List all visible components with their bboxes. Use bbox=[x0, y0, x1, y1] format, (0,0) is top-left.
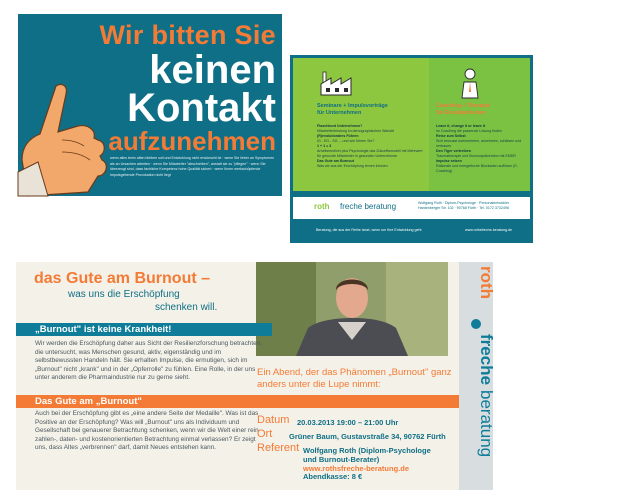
headline-line-1: Wir bitten Sie bbox=[99, 20, 276, 50]
ort-label: Ort bbox=[257, 428, 273, 440]
person-icon bbox=[459, 68, 481, 100]
referent-label: Referent bbox=[257, 442, 300, 454]
card-burnout-flyer bbox=[16, 262, 496, 490]
brand-swirl-icon bbox=[471, 319, 481, 329]
referent-value-1: Wolfgang Roth (Diplom-Psychologe bbox=[303, 446, 431, 455]
abendkasse-price: Abendkasse: 8 € bbox=[303, 472, 363, 481]
seminar-panel bbox=[293, 58, 429, 191]
coaching-heading: Coaching + Therapie für Einzelpersonen bbox=[436, 103, 491, 116]
vertical-brand-freche: freche bbox=[477, 334, 496, 386]
card2-footer-url: www.rothsfreche-beratung.de bbox=[465, 228, 512, 232]
ort-value: Grüner Baum, Gustavstraße 34, 90762 Fürth bbox=[289, 432, 446, 441]
vertical-brand bbox=[459, 262, 496, 490]
headline-line-2: keinen bbox=[149, 48, 276, 92]
card2-footer-text: Beratung, die aus der Reihe tanzt, wenn um Ihre Entwicklung geht bbox=[316, 228, 422, 232]
headline-line-3: Kontakt bbox=[127, 86, 276, 130]
datum-label: Datum bbox=[257, 414, 290, 426]
paragraph-resilienz: Wir werden die Erschöpfung daher aus Sicht der Resilienzforschung betrachten, die untersucht, was Menschen gesund, aktiv, eigenständig und im selbstbewussten Handeln hält. Sie erhalten Impulse, die ermutigen, sich im „Burnout" nicht „krank" und in der „Opferrolle" zu fühlen. Eine Rolle, in der uns unter anderem die Pharmaindustrie nur zu gerne sieht. bbox=[35, 340, 262, 382]
band-keine-krankheit: „Burnout" ist keine Krankheit! bbox=[16, 323, 272, 336]
vertical-brand-beratung: beratung bbox=[477, 390, 496, 458]
card2-contact: Wolfgang Roth · Diplom-Psychologe · Personalentwickler Hardenberger Str. 102 · 90768 Fürth · Tel. 0172 3732498 bbox=[418, 201, 510, 210]
evening-intro: Ein Abend, der das Phänomen „Burnout" ganz anders unter die Lupe nimmt: bbox=[257, 367, 452, 390]
card-services bbox=[290, 55, 533, 243]
website-link[interactable]: www.rothsfreche-beratung.de bbox=[303, 464, 409, 473]
coaching-list: Leave it, change it or leave it im Coaching die passende Lösung finden Reise zum Selbst Sich bewusst wahrnehmen, annehmen, schätzen und vertrauen Den Tiger vertreiben Traumatherapie und Burnoutprävention mit EMDR Impulse setzen Rationale und energetische Blockaden auflösen (E-Coaching) bbox=[436, 124, 522, 173]
brand-freche-beratung: freche beratung bbox=[340, 202, 397, 211]
referent-value-2: und Burnout-Berater) bbox=[303, 455, 380, 464]
paragraph-medaille: Auch bei der Erschöpfung gibt es „eine andere Seite der Medaille". Was ist das Positive an der Erschöpfung? Was will „Burnout" uns als Individuum und Gesellschaft bei genauerer Betrachtung schenken, wenn wir die Welt einer rein zahlen-, daten- und kostenorientierten Betrachtung einmal verlassen? Er zeigt uns, dass Altes „verbrennen" darf, damit Neues entstehen kann. bbox=[35, 410, 259, 452]
brand-roth: roth bbox=[314, 202, 330, 211]
card1-small-text: wenn alles beim alten bleiben soll und Entwicklung nicht erwünscht ist · wenn Sie lieber an Symptomen als an Ursachen arbeiten · wenn Sie Mitarbeiter "abschreiben", anstatt sie zu "pflegen" · wenn Sie überzeugt sind, dass fachliche Kompetenz hohe Qualität sichert · wenn Ihnen werkschöpfende Impulsgebende Provokation nicht liegt bbox=[110, 156, 275, 177]
datum-value: 20.03.2013 19:00 – 21:00 Uhr bbox=[297, 418, 399, 427]
vertical-brand-stripe bbox=[459, 262, 496, 490]
flyer-subtitle-2: schenken will. bbox=[155, 302, 218, 313]
flyer-title: das Gute am Burnout – bbox=[34, 270, 211, 287]
factory-icon bbox=[319, 68, 359, 96]
speaker-photo bbox=[256, 262, 448, 356]
seminar-heading: Seminare + Impulsvorträge für Unternehmen bbox=[317, 103, 388, 116]
band-das-gute: Das Gute am „Burnout" bbox=[16, 395, 459, 408]
coaching-panel bbox=[429, 58, 530, 191]
flyer-subtitle-1: was uns die Erschöpfung bbox=[68, 289, 180, 300]
seminar-list: Flaschkont Unternehmen? Mitarbeiterbindung im demographischen Wandel (R)evolutionäres Führen IG - EG - SG ... und wie führen Sie? 1 + 1 = 3 Arbeitsmedizin plus Psychologie das Zukunftsmodell mit Mehrwert für gesunde Mitarbeiter in gesunden Unternehmen Das Gute am Burnout Was wir aus der Erschöpfung lernen können bbox=[317, 124, 423, 168]
card-kontakt bbox=[18, 14, 282, 196]
vertical-brand-roth: roth bbox=[477, 266, 496, 300]
headline-line-4: aufzunehmen bbox=[108, 126, 276, 156]
